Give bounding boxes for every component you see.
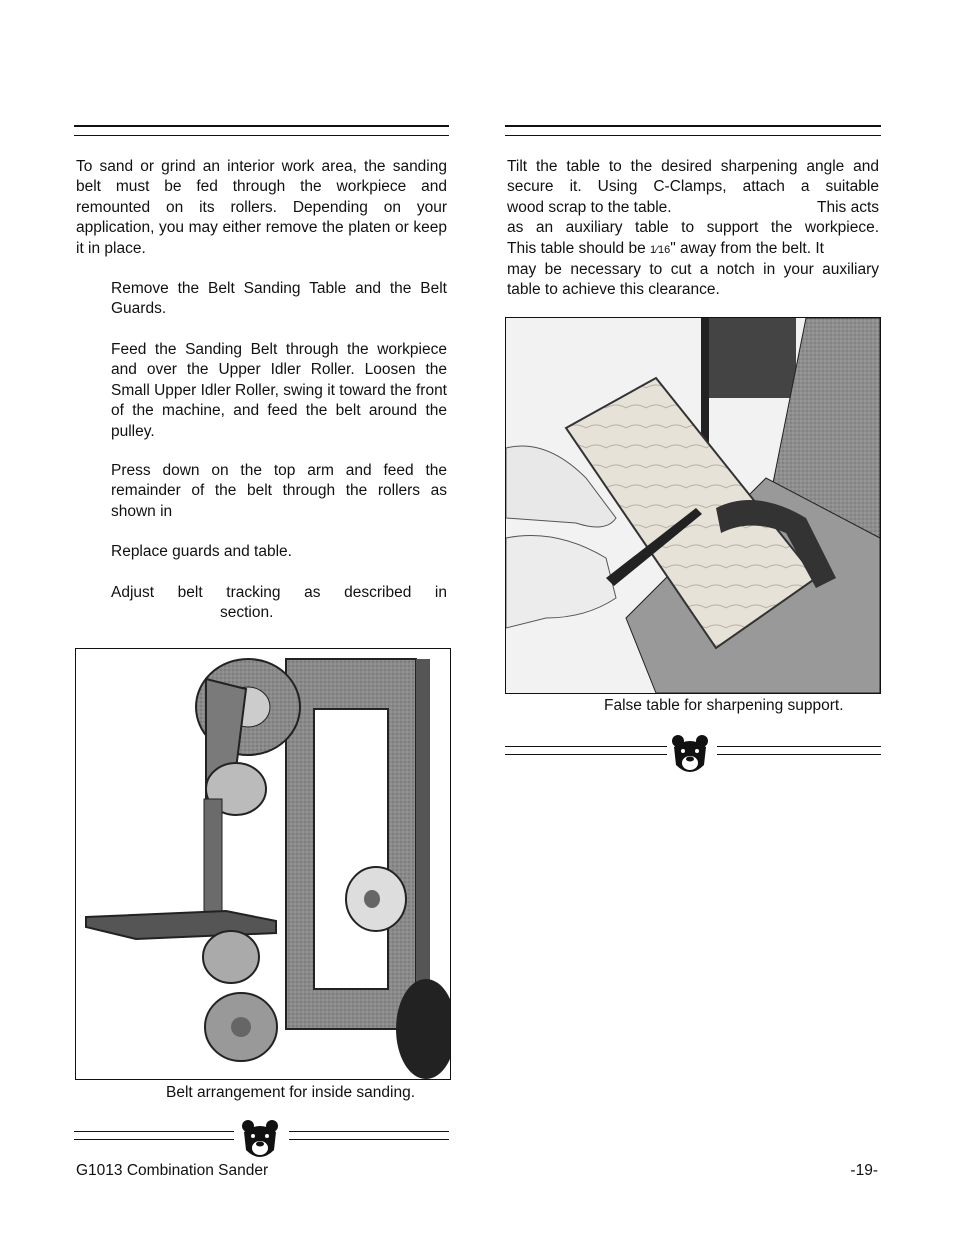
bear-logo-icon (670, 733, 710, 777)
right-intro: Tilt the table to the desired sharpening angle and secure it. Using C-Clamps, attach a suitable wood scrap to the table. This acts as an auxiliary table to support the workpiece. This table should be 1⁄16" away from the belt. It may be necessary to cut a notch in your auxiliary table to achieve this clearance. (507, 158, 879, 299)
right-header-rule-thin (505, 135, 881, 136)
step-5: Adjust belt tracking as described in (111, 584, 447, 601)
step-2: Feed the Sanding Belt through the workpiece and over the Upper Idler Roller. Loosen the Small Upper Idler Roller, swing it toward the front of the machine, and feed the belt around the pulley. (111, 341, 447, 440)
footer-model: G1013 Combination Sander (76, 1162, 269, 1179)
figure-belt-arrangement (75, 648, 451, 1080)
step-4: Replace guards and table. (111, 543, 292, 560)
right-header-rule (505, 125, 881, 127)
step-3: Press down on the top arm and feed the remainder of the belt through the rollers as shown in (111, 462, 447, 520)
belt-sander-illustration (76, 649, 450, 1079)
step-1: Remove the Belt Sanding Table and the Belt Guards. (111, 280, 447, 318)
figure-false-table (505, 317, 881, 694)
right-figure-caption: False table for sharpening support. (604, 697, 844, 714)
step-5-continued: section. (220, 604, 274, 621)
bear-logo-icon (240, 1118, 280, 1162)
footer-page-number: -19- (850, 1162, 878, 1179)
left-header-rule (74, 125, 449, 127)
left-header-rule-thin (74, 135, 449, 136)
left-intro: To sand or grind an interior work area, the sanding belt must be fed through the workpiece and remounted on its rollers. Depending on your application, you may either remove the platen or keep it in place. (76, 158, 447, 257)
left-figure-caption: Belt arrangement for inside sanding. (166, 1084, 416, 1101)
false-table-illustration (506, 318, 880, 693)
